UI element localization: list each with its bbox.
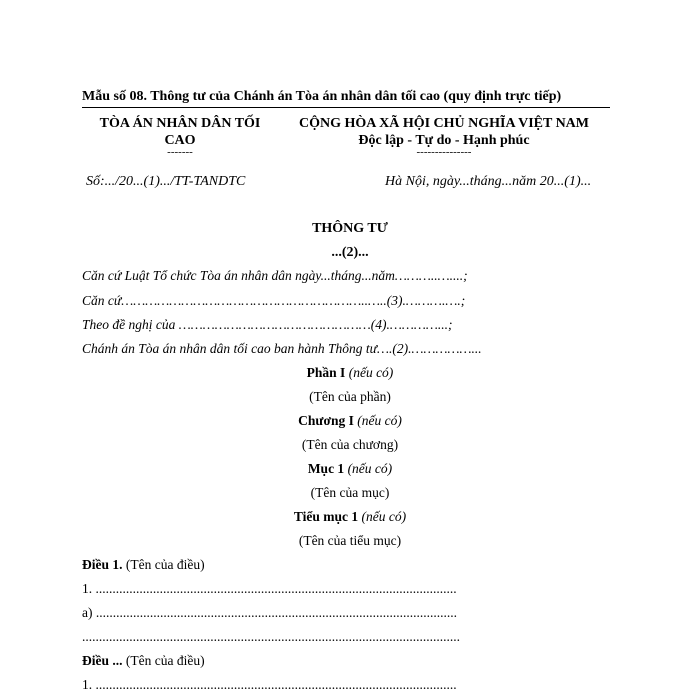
- preamble-line-2: Căn cứ……………………………………………………..…..(3).……….….;: [82, 293, 466, 308]
- article-1-name: (Tên của điều): [125, 557, 205, 572]
- court-name-dashes: -------: [167, 146, 193, 158]
- preamble-line-3: Theo đề nghị của …………………………………………(4).…………...;: [82, 317, 453, 332]
- national-motto: Độc lập - Tự do - Hạnh phúc: [358, 133, 530, 148]
- chapter-heading: [0, 413, 700, 429]
- chapter-heading-label: Chương I: [298, 413, 354, 428]
- subsection-name: (Tên của tiểu mục): [298, 533, 402, 548]
- part-name: (Tên của phần): [309, 389, 391, 404]
- chapter-name: (Tên của chương): [301, 437, 399, 452]
- section-heading-note: (nếu có): [347, 461, 393, 476]
- court-name-line1: TÒA ÁN NHÂN DÂN TỐI: [99, 116, 261, 131]
- part-heading-note: (nếu có): [348, 365, 394, 380]
- part-heading-label: Phần I: [306, 365, 346, 380]
- national-title: CỘNG HÒA XÃ HỘI CHỦ NGHĨA VIỆT NAM: [298, 116, 589, 131]
- title-underline: [82, 107, 610, 108]
- article-n-clause-1: 1. ...........................................................................................................: [82, 677, 457, 692]
- article-1-label: Điều 1.: [82, 557, 123, 572]
- court-name-line2: CAO: [164, 133, 196, 148]
- section-heading: [0, 461, 700, 477]
- section-heading-label: Mục 1: [307, 461, 345, 476]
- subsection-heading: [0, 509, 700, 525]
- section-name: (Tên của mục): [310, 485, 390, 500]
- national-motto-dashes: ---------------: [416, 146, 472, 158]
- article-n-label: Điều ...: [82, 653, 123, 668]
- chapter-heading-note: (nếu có): [357, 413, 402, 428]
- article-1-point-a: a) ...........................................................................................................: [82, 605, 457, 620]
- preamble-line-4: Chánh án Tòa án nhân dân tối cao ban hành Thông tư….(2).……………...: [82, 341, 482, 356]
- place-and-date: Hà Nội, ngày...tháng...năm 20...(1)...: [385, 174, 592, 189]
- preamble-line-1: Căn cứ Luật Tổ chức Tòa án nhân dân ngày...tháng...năm………..…....;: [82, 268, 468, 283]
- article-n-name: (Tên của điều): [125, 653, 205, 668]
- form-title: Mẫu số 08. Thông tư của Chánh án Tòa án nhân dân tối cao (quy định trực tiếp): [82, 89, 562, 104]
- document-number: Số:.../20...(1).../TT-TANDTC: [86, 174, 246, 189]
- article-1-heading: [82, 557, 205, 573]
- part-heading: [0, 365, 700, 381]
- document-name: ...(2)...: [331, 245, 369, 260]
- article-n-heading: [82, 653, 205, 669]
- document-type: THÔNG TƯ: [312, 221, 388, 236]
- subsection-heading-note: (nếu có): [361, 509, 407, 524]
- subsection-heading-label: Tiểu mục 1: [293, 509, 359, 524]
- article-1-clause-1: 1. ...........................................................................................................: [82, 581, 457, 596]
- article-1-continuation: ................................................................................................................: [82, 629, 460, 644]
